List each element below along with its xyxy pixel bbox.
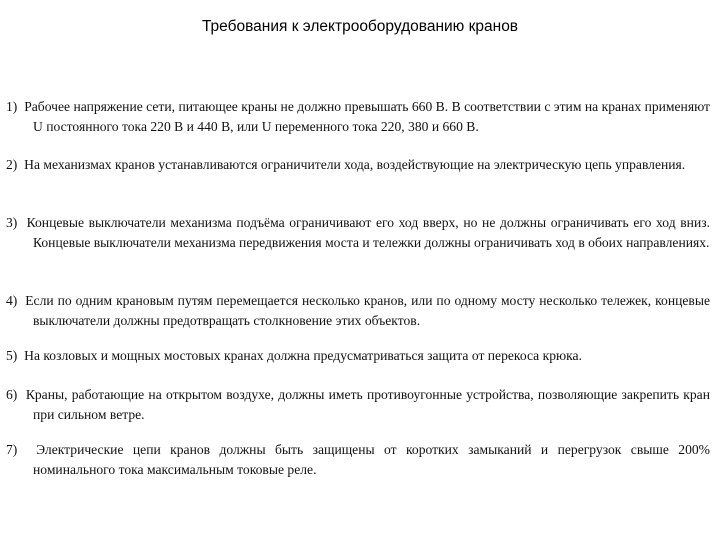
item-number: 4) [6,293,18,308]
item-number: 1) [6,99,18,114]
item-text: Краны, работающие на открытом воздухе, должны иметь противоугонные устройства, позволяющие закрепить кран при сильном ветре. [25,387,710,422]
item-number: 7) [6,442,18,457]
requirement-item-3 [6,213,710,252]
item-number: 5) [6,348,18,363]
requirement-item-6 [6,385,710,424]
item-number: 6) [6,387,18,402]
requirement-item-4 [6,291,710,330]
requirement-item-1 [6,97,710,136]
item-text: Концевые выключатели механизма подъёма ограничивают его ход вверх, но не должны ограничивать его ход вниз. Концевые выключатели механизма передвижения моста и тележки должны ограничивать ход в обоих направлениях. [26,215,711,250]
item-number: 2) [6,157,18,172]
item-text: На механизмах кранов устанавливаются ограничители хода, воздействующие на электрическую цепь управления. [24,157,686,172]
requirement-item-7 [6,440,710,479]
item-text: Если по одним крановым путям перемещается несколько кранов, или по одному мосту несколько тележек, концевые выключатели должны предотвращать столкновение этих объектов. [25,293,710,328]
requirement-item-2 [6,155,710,175]
requirement-item-5 [6,346,710,366]
item-text: Рабочее напряжение сети, питающее краны не должно превышать 660 В. В соответствии с этим на кранах применяют U постоянного тока 220 В и 440 В, или U переменного тока 220, 380 и 660 В. [24,99,710,134]
slide-title: Требования к электрооборудованию кранов [201,18,519,35]
item-text: Электрические цепи кранов должны быть защищены от коротких замыканий и перегрузок свыше 200% номинального тока максимальным токовые реле. [33,442,710,477]
item-text: На козловых и мощных мостовых кранах должна предусматриваться защита от перекоса крюка. [24,348,582,363]
item-number: 3) [6,215,18,230]
